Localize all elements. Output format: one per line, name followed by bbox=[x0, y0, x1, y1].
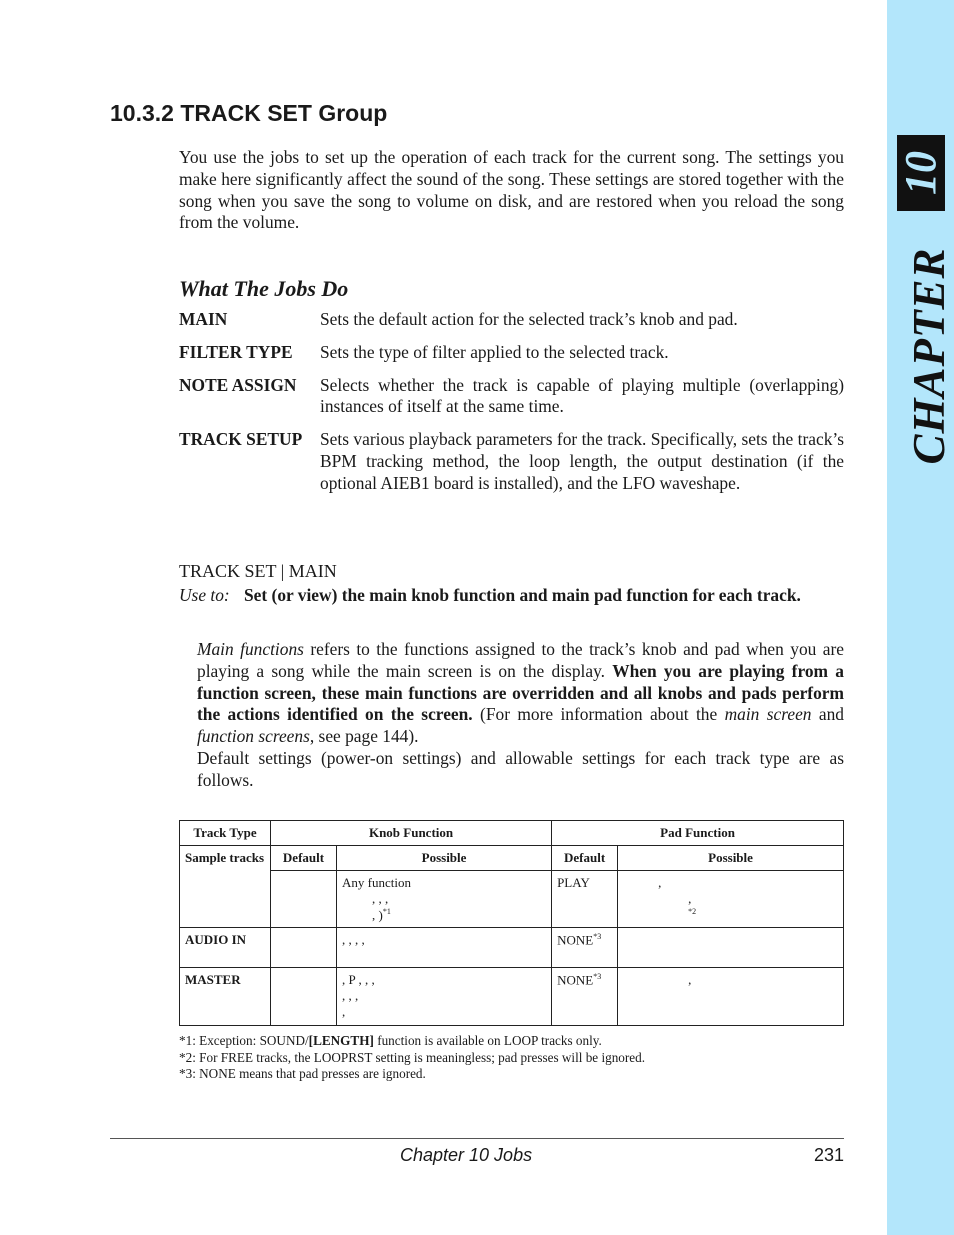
cell bbox=[271, 928, 337, 968]
job-desc: Sets various playback parameters for the track. Specifically, sets the track’s BPM tracking method, the loop length, the output destination (if the optional AIEB1 board is installed), and the LFO waveshape. bbox=[320, 429, 844, 493]
row-label-audio-in: AUDIO IN bbox=[180, 928, 271, 968]
body-italic: Main functions bbox=[197, 639, 304, 659]
page-footer bbox=[400, 1145, 844, 1166]
job-desc: Sets the default action for the selected track’s knob and pad. bbox=[320, 309, 738, 329]
th-possible: Possible bbox=[618, 846, 844, 871]
row-label-master: MASTER bbox=[180, 968, 271, 1026]
cell bbox=[337, 871, 552, 928]
footer-chapter: Chapter 10 Jobs bbox=[400, 1145, 533, 1165]
footnote-text: function is available on LOOP tracks only. bbox=[373, 1033, 602, 1048]
cell bbox=[271, 871, 337, 928]
subsection-title: What The Jobs Do bbox=[179, 276, 349, 301]
cell: PLAY bbox=[552, 871, 618, 928]
cell bbox=[552, 928, 618, 968]
chapter-label: CHAPTER bbox=[904, 247, 954, 465]
cell-text: , , , bbox=[342, 988, 359, 1004]
cell bbox=[337, 968, 552, 1026]
main-body bbox=[197, 639, 844, 792]
cell-text: , bbox=[342, 1004, 346, 1020]
body-paragraph-2: Default settings (power-on settings) and allowable settings for each track type are as follows. bbox=[197, 747, 844, 790]
cell bbox=[618, 871, 844, 928]
chapter-number: 10 bbox=[896, 151, 945, 195]
job-desc: Sets the type of filter applied to the selected track. bbox=[320, 341, 669, 362]
footnote-ref: *2 bbox=[688, 907, 697, 916]
job-term: NOTE ASSIGN bbox=[179, 374, 297, 395]
footnote-ref: *3 bbox=[593, 932, 602, 942]
body-italic: function screens bbox=[197, 726, 310, 747]
footnote-text: *1: Exception: SOUND/ bbox=[179, 1033, 309, 1048]
job-definition bbox=[179, 375, 844, 419]
job-definitions bbox=[179, 309, 844, 506]
job-term: FILTER TYPE bbox=[179, 341, 293, 362]
body-paragraph-1 bbox=[197, 639, 844, 748]
cell-text: , bbox=[688, 972, 692, 988]
page-number: 231 bbox=[813, 1145, 844, 1165]
row-label-sample: Sample tracks bbox=[180, 846, 271, 928]
cell-text: , , , bbox=[372, 891, 389, 906]
footnotes bbox=[179, 1033, 645, 1083]
cell-text: NONE bbox=[557, 932, 594, 948]
intro-paragraph: You use the jobs to set up the operation of each track for the current song. The settings you make here significantly affect the sound of the song. These settings are stored together with the song when you save the song to volume on disk, and are restored when you reload the song from the volume. bbox=[179, 147, 844, 233]
cell-text: NONE bbox=[557, 972, 594, 988]
body-bold: When you are playing from a function screen, these main functions are overridden and all knobs and pads perform the actions identified on the screen. bbox=[197, 660, 844, 725]
cell bbox=[618, 968, 844, 1026]
th-default: Default bbox=[271, 846, 337, 871]
th-knob-function: Knob Function bbox=[271, 821, 552, 846]
body-text: and bbox=[811, 704, 844, 725]
th-possible: Possible bbox=[337, 846, 552, 871]
settings-table bbox=[179, 820, 844, 1026]
body-text: (For more information about the bbox=[472, 704, 725, 725]
footnote-ref: *1 bbox=[382, 907, 391, 916]
cell bbox=[552, 968, 618, 1026]
footnote-bold: [LENGTH] bbox=[308, 1033, 374, 1048]
footnote-1 bbox=[179, 1033, 645, 1050]
job-term: MAIN bbox=[179, 309, 228, 329]
footnote-2: *2: For FREE tracks, the LOOPRST setting is meaningless; pad presses will be ignored. bbox=[179, 1049, 646, 1065]
cell-text: , P , , , bbox=[342, 972, 375, 988]
footer-rule bbox=[110, 1138, 844, 1139]
chapter-tab bbox=[887, 125, 954, 465]
cell-text: , bbox=[688, 891, 692, 906]
cell-text: , bbox=[658, 875, 662, 890]
job-desc: Selects whether the track is capable of playing multiple (overlapping) instances of itself at the same time. bbox=[320, 374, 844, 417]
main-heading: TRACK SET | MAIN bbox=[179, 561, 337, 581]
use-to bbox=[179, 585, 844, 607]
th-pad-function: Pad Function bbox=[552, 821, 844, 846]
body-text: refers to the functions assigned to the track’s knob and pad when you are playing a song while the main screen is on the display. bbox=[197, 639, 844, 681]
chapter-number-box bbox=[897, 135, 945, 211]
job-definition bbox=[179, 309, 844, 331]
job-definition bbox=[179, 342, 844, 364]
footnote-3: *3: NONE means that pad presses are ignored. bbox=[179, 1066, 426, 1081]
cell bbox=[618, 928, 844, 968]
job-definition bbox=[179, 429, 844, 494]
cell-text: , ) bbox=[372, 907, 383, 923]
cell bbox=[271, 968, 337, 1026]
body-text: , see page 144). bbox=[309, 726, 419, 747]
th-default: Default bbox=[552, 846, 618, 871]
section-title: 10.3.2 TRACK SET Group bbox=[110, 100, 388, 126]
th-track-type: Track Type bbox=[180, 821, 271, 846]
body-italic: main screen bbox=[724, 704, 812, 725]
cell-text: Any function bbox=[342, 875, 411, 890]
use-to-text: Set (or view) the main knob function and main pad function for each track. bbox=[244, 585, 801, 605]
footnote-ref: *3 bbox=[593, 972, 602, 982]
cell: , , , , bbox=[337, 928, 552, 968]
use-to-label: Use to: bbox=[179, 585, 230, 605]
job-term: TRACK SETUP bbox=[179, 429, 303, 450]
